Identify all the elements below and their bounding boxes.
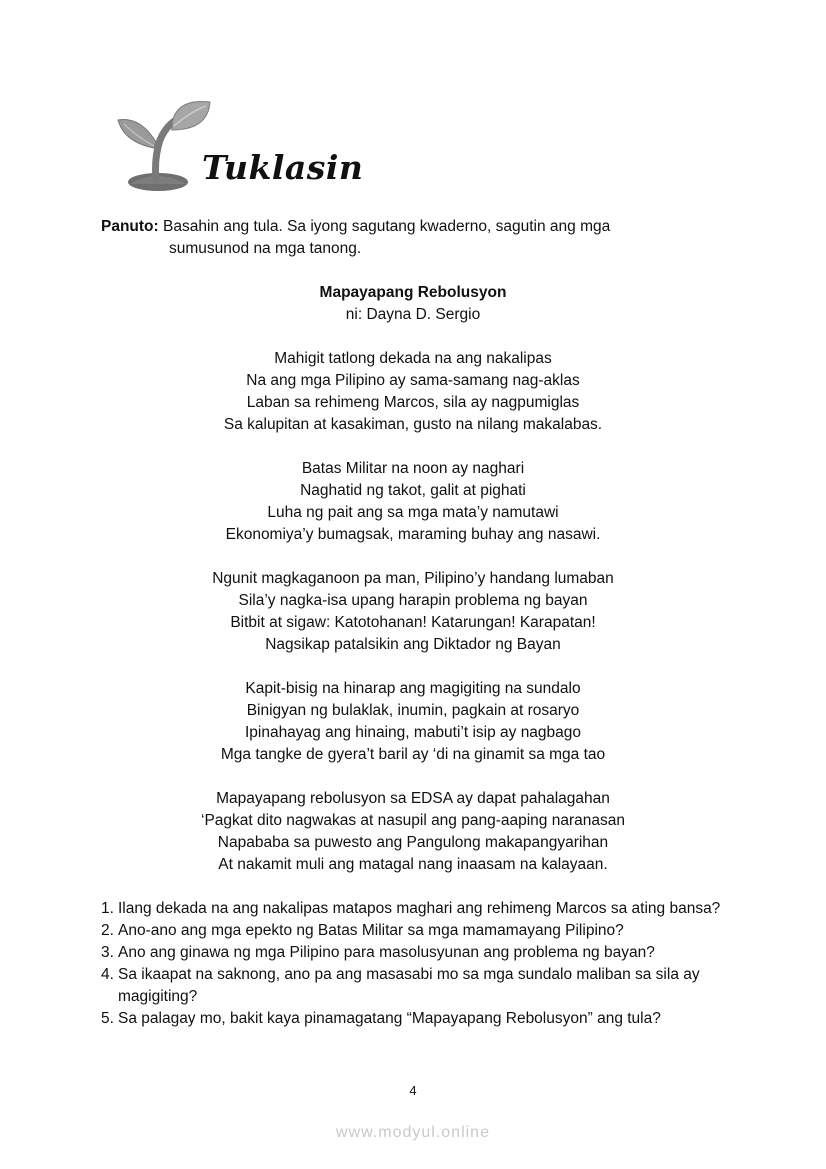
poem <box>0 282 826 876</box>
poem-line: Laban sa rehimeng Marcos, sila ay nagpumiglas <box>246 394 580 411</box>
poem-stanza-2 <box>0 458 826 546</box>
poem-line: Naghatid ng takot, galit at pighati <box>300 482 526 499</box>
poem-stanza-3 <box>0 568 826 656</box>
question-text: Ilang dekada na ang nakalipas matapos maghari ang rehimeng Marcos sa ating bansa? <box>118 900 721 917</box>
question-item <box>101 920 729 942</box>
watermark: www.modyul.online <box>336 1124 490 1141</box>
directions-text-line2: sumusunod na mga tanong. <box>169 240 362 257</box>
poem-stanza-4 <box>0 678 826 766</box>
poem-stanza-1 <box>0 348 826 436</box>
question-list <box>101 898 729 1030</box>
directions <box>101 216 701 260</box>
question-item <box>101 898 729 920</box>
poem-line: ‘Pagkat dito nagwakas at nasupil ang pang-aaping naranasan <box>201 812 625 829</box>
poem-line: Ngunit magkaganoon pa man, Pilipino’y handang lumaban <box>212 570 614 587</box>
directions-label: Panuto: <box>101 218 159 235</box>
section-title: Tuklasin <box>202 148 364 187</box>
poem-line: Sa kalupitan at kasakiman, gusto na nilang makalabas. <box>223 416 603 433</box>
poem-stanza-5 <box>0 788 826 876</box>
directions-text-line1: Basahin ang tula. Sa iyong sagutang kwaderno, sagutin ang mga <box>163 218 611 235</box>
question-text: Ano ang ginawa ng mga Pilipino para masolusyunan ang problema ng bayan? <box>118 944 655 961</box>
poem-line: Luha ng pait ang sa mga mata’y namutawi <box>267 504 559 521</box>
poem-line: Napababa sa puwesto ang Pangulong makapangyarihan <box>217 834 609 851</box>
page-number: 4 <box>409 1083 417 1098</box>
question-number: 2. <box>101 922 114 939</box>
poem-line: Batas Militar na noon ay naghari <box>301 460 525 477</box>
question-item <box>101 964 729 1008</box>
question-number: 3. <box>101 944 114 961</box>
question-number: 5. <box>101 1010 114 1027</box>
poem-line: Kapit-bisig na hinarap ang magigiting na sundalo <box>245 680 581 697</box>
poem-line: Binigyan ng bulaklak, inumin, pagkain at rosaryo <box>246 702 580 719</box>
question-text: Sa palagay mo, bakit kaya pinamagatang “Mapayapang Rebolusyon” ang tula? <box>118 1010 661 1027</box>
poem-line: Ekonomiya’y bumagsak, maraming buhay ang nasawi. <box>225 526 601 543</box>
poem-line: At nakamit muli ang matagal nang inaasam na kalayaan. <box>218 856 608 873</box>
poem-author: ni: Dayna D. Sergio <box>345 306 481 323</box>
poem-title: Mapayapang Rebolusyon <box>319 284 507 301</box>
poem-line: Mahigit tatlong dekada na ang nakalipas <box>274 350 552 367</box>
poem-line: Mga tangke de gyera’t baril ay ‘di na ginamit sa mga tao <box>220 746 606 763</box>
poem-line: Nagsikap patalsikin ang Diktador ng Bayan <box>265 636 561 653</box>
poem-line: Ipinahayag ang hinaing, mabuti’t isip ay nagbago <box>244 724 582 741</box>
poem-line: Bitbit at sigaw: Katotohanan! Katarungan! Karapatan! <box>230 614 596 631</box>
question-number: 4. <box>101 966 114 983</box>
poem-line: Na ang mga Pilipino ay sama-samang nag-aklas <box>246 372 580 389</box>
poem-line: Sila’y nagka-isa upang harapin problema ng bayan <box>238 592 588 609</box>
question-number: 1. <box>101 900 114 917</box>
question-text: Ano-ano ang mga epekto ng Batas Militar sa mga mamamayang Pilipino? <box>118 922 624 939</box>
question-item <box>101 1008 729 1030</box>
question-item <box>101 942 729 964</box>
question-text: Sa ikaapat na saknong, ano pa ang masasabi mo sa mga sundalo maliban sa sila ay magigiting? <box>118 966 700 1005</box>
poem-line: Mapayapang rebolusyon sa EDSA ay dapat pahalagahan <box>216 790 610 807</box>
section-header <box>114 96 414 192</box>
